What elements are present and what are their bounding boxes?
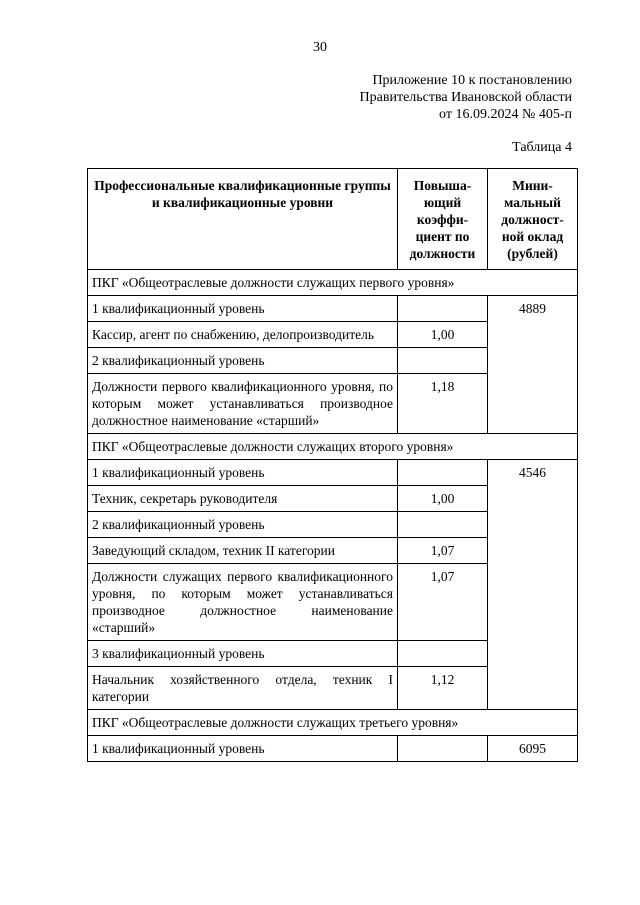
coefficient-cell: 1,18 [398, 374, 488, 434]
group-title: ПКГ «Общеотраслевые должности служащих первого уровня» [88, 270, 578, 296]
coefficient-cell [398, 736, 488, 762]
coefficient-cell [398, 348, 488, 374]
appendix-reference [360, 72, 572, 123]
appendix-line-2: Правительства Ивановской области [359, 90, 572, 105]
appendix-line-1: Приложение 10 к постановлению [372, 73, 572, 88]
position-cell: Должности служащих первого квалификационного уровня, по которым может устанавливаться производное должностное наименование «старший» [88, 564, 398, 641]
position-cell: 1 квалификационный уровень [88, 736, 398, 762]
salary-cell: 6095 [488, 736, 578, 762]
table-body [88, 270, 578, 762]
appendix-line-3: от 16.09.2024 № 405-п [439, 107, 572, 122]
coefficient-cell: 1,00 [398, 486, 488, 512]
table-label: Таблица 4 [512, 140, 572, 155]
group-title-row [88, 710, 578, 736]
position-cell: Кассир, агент по снабжению, делопроизводитель [88, 322, 398, 348]
position-cell: Заведующий складом, техник II категории [88, 538, 398, 564]
group-title: ПКГ «Общеотраслевые должности служащих третьего уровня» [88, 710, 578, 736]
coefficient-cell: 1,12 [398, 667, 488, 710]
position-cell: Техник, секретарь руководителя [88, 486, 398, 512]
salary-cell: 4546 [488, 460, 578, 710]
page-number: 30 [313, 40, 327, 55]
position-cell: 1 квалификационный уровень [88, 460, 398, 486]
header-groups: Профессиональные квалификационные группы и квалификационные уровни [88, 169, 398, 270]
salary-cell: 4889 [488, 296, 578, 434]
coefficient-cell: 1,00 [398, 322, 488, 348]
table-row [88, 460, 578, 486]
coefficient-cell [398, 460, 488, 486]
position-cell: 1 квалификационный уровень [88, 296, 398, 322]
position-cell: 3 квалификационный уровень [88, 641, 398, 667]
table-header-row [88, 169, 578, 270]
coefficient-cell [398, 296, 488, 322]
group-title-row [88, 270, 578, 296]
coefficient-cell [398, 512, 488, 538]
coefficient-cell: 1,07 [398, 538, 488, 564]
position-cell: 2 квалификационный уровень [88, 348, 398, 374]
header-salary: Мини-мальный должност-ной оклад (рублей) [488, 169, 578, 270]
salary-table [87, 168, 578, 762]
position-cell: Начальник хозяйственного отдела, техник I категории [88, 667, 398, 710]
header-coefficient: Повыша-ющий коэффи-циент по должности [398, 169, 488, 270]
position-cell: 2 квалификационный уровень [88, 512, 398, 538]
group-title: ПКГ «Общеотраслевые должности служащих второго уровня» [88, 434, 578, 460]
coefficient-cell [398, 641, 488, 667]
coefficient-cell: 1,07 [398, 564, 488, 641]
group-title-row [88, 434, 578, 460]
table-row [88, 296, 578, 322]
table-row [88, 736, 578, 762]
position-cell: Должности первого квалификационного уровня, по которым может устанавливаться производное должностное наименование «старший» [88, 374, 398, 434]
